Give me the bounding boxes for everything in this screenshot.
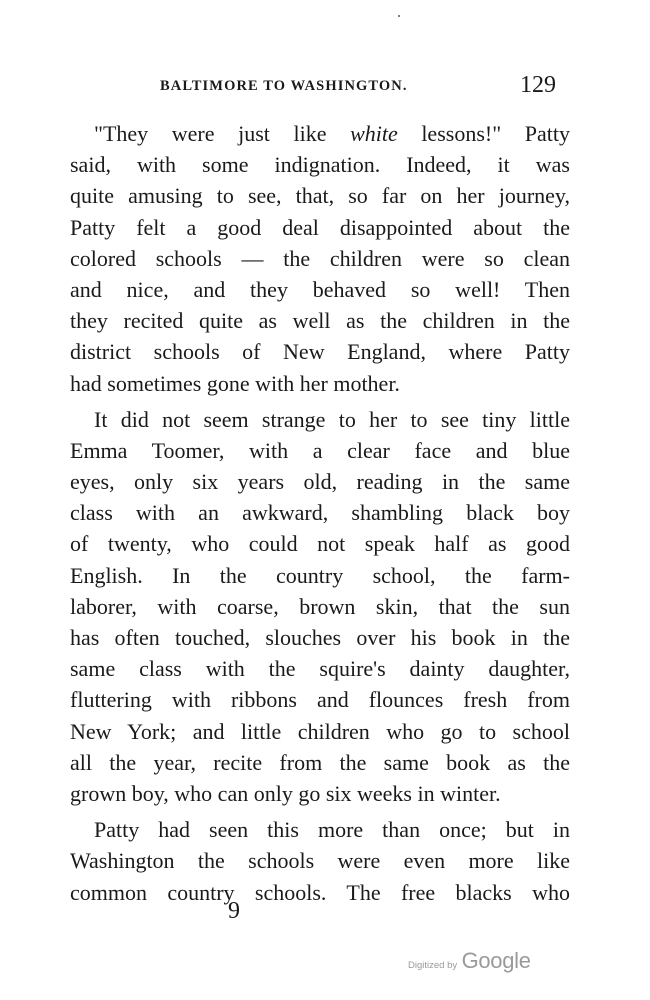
text-line: said, with some indignation. Indeed, it was <box>70 152 570 178</box>
text-line: fluttering with ribbons and flounces fresh from <box>70 687 570 713</box>
text-line: "They were just like white lessons!" Patty <box>94 121 571 146</box>
watermark-brand-logo: Google <box>461 948 531 973</box>
print-speck <box>398 15 400 17</box>
text-line: and nice, and they behaved so well! Then <box>70 276 570 302</box>
watermark-prefix: Digitized by <box>408 960 458 971</box>
text-line: all the year, recite from the same book as the <box>70 749 570 775</box>
body-text <box>70 118 570 908</box>
text-line: English. In the country school, the farm- <box>70 562 570 588</box>
text-line: class with an awkward, shambling black boy <box>70 500 570 526</box>
text-line: district schools of New England, where Patty <box>70 339 570 365</box>
text-line: colored schools — the children were so clean <box>70 245 570 271</box>
text-line: Patty felt a good deal disappointed about the <box>70 214 570 240</box>
signature-mark: 9 <box>228 898 240 924</box>
text-line: common country schools. The free blacks who <box>70 879 570 905</box>
text-line: laborer, with coarse, brown skin, that the sun <box>70 593 570 619</box>
emphasis-word: white <box>350 121 398 146</box>
text-line: grown boy, who can only go six weeks in winter. <box>70 780 501 806</box>
text-line: It did not seem strange to her to see tiny little <box>94 406 570 432</box>
running-head: BALTIMORE TO WASHINGTON. <box>160 78 408 94</box>
text-line: they recited quite as well as the children in the <box>70 308 570 334</box>
text-line: Patty had seen this more than once; but in <box>94 817 570 843</box>
text-line: quite amusing to see, that, so far on her journey, <box>70 183 570 209</box>
text-line: of twenty, who could not speak half as good <box>70 531 570 557</box>
text-line: eyes, only six years old, reading in the same <box>70 469 570 495</box>
text-line: same class with the squire's dainty daughter, <box>70 656 570 682</box>
text-line: had sometimes gone with her mother. <box>70 370 400 396</box>
text-line: Emma Toomer, with a clear face and blue <box>70 437 570 463</box>
text-line: New York; and little children who go to school <box>70 718 570 744</box>
text-line: Washington the schools were even more like <box>70 848 570 874</box>
text-line: has often touched, slouches over his book in the <box>70 625 570 650</box>
page-number: 129 <box>520 72 556 98</box>
digitization-watermark <box>408 948 531 974</box>
